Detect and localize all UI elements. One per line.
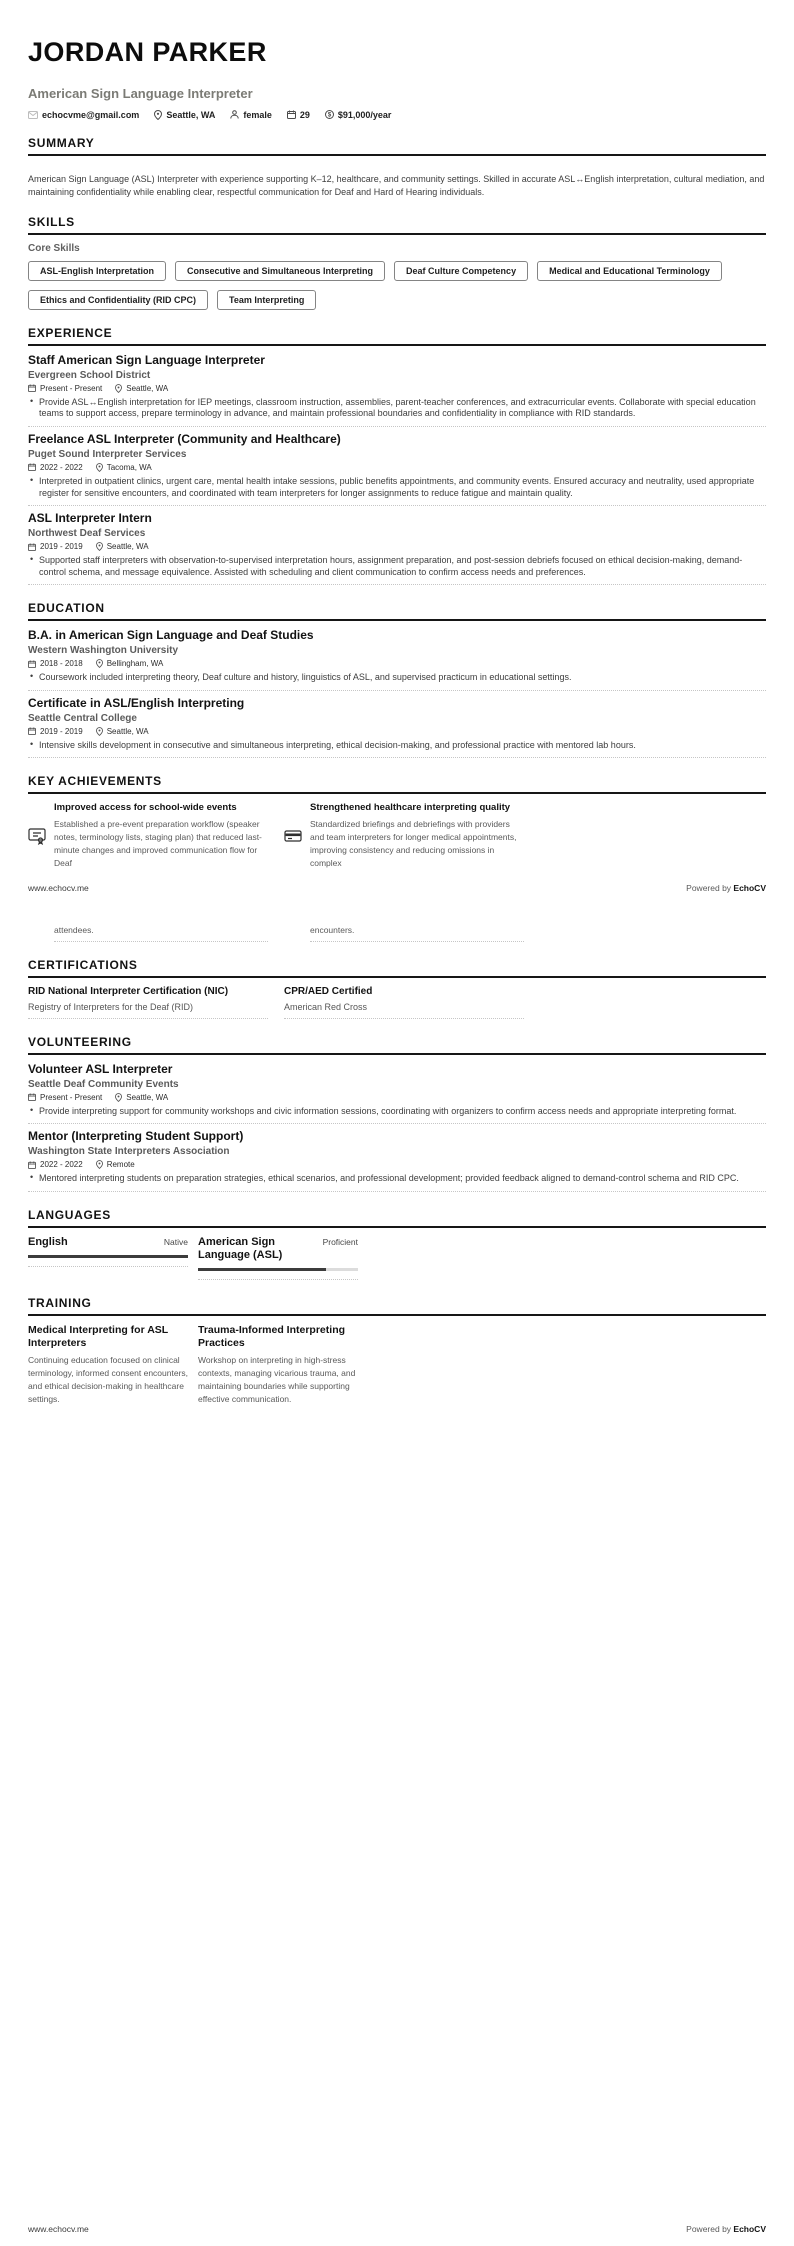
section-certifications bbox=[28, 958, 766, 1019]
skills-group-label: Core Skills bbox=[28, 242, 80, 254]
separator bbox=[198, 1279, 358, 1280]
entry-meta bbox=[28, 384, 766, 393]
certification-issuer: Registry of Interpreters for the Deaf (RID) bbox=[28, 1002, 268, 1019]
section-key-achievements bbox=[28, 774, 766, 869]
training-description: Continuing education focused on clinical terminology, informed consent encounters, and ethical decision-making in healthcare settings. bbox=[28, 1355, 189, 1404]
training-item bbox=[28, 1324, 188, 1405]
calendar-icon bbox=[28, 384, 36, 392]
footer-site-link[interactable]: www.echocv.me bbox=[28, 2224, 89, 2234]
entry-dates: Present - Present bbox=[28, 384, 102, 393]
calendar-icon bbox=[28, 1093, 36, 1101]
entry-dates: 2018 - 2018 bbox=[28, 659, 83, 668]
contact-location-text: Seattle, WA bbox=[166, 109, 216, 120]
volunteering-bullet: • Provide interpreting support for community workshops and civic information sessions, coordinating with organizers to confirm access needs and appropriate interpreting format. bbox=[28, 1106, 766, 1118]
experience-entry bbox=[28, 512, 766, 585]
experience-entry bbox=[28, 433, 766, 506]
achievement-title: Strengthened healthcare interpreting quality bbox=[310, 802, 511, 814]
language-level: Native bbox=[163, 1236, 188, 1247]
achievement-body: Standardized briefings and debriefings with providers and team interpreters for longer medical appointments, improving consistency and reducing omissions in complex bbox=[310, 819, 517, 868]
contact-location bbox=[154, 110, 215, 120]
section-training bbox=[28, 1296, 766, 1405]
language-name: English bbox=[28, 1235, 68, 1248]
footer-powered: Powered by EchoCV bbox=[686, 2224, 766, 2234]
resume-header bbox=[28, 38, 766, 120]
section-education bbox=[28, 601, 766, 758]
entry-meta bbox=[28, 659, 766, 668]
skill-pill: Deaf Culture Competency bbox=[394, 261, 528, 281]
education-entry bbox=[28, 697, 766, 758]
languages-grid bbox=[28, 1236, 766, 1280]
achievement-body: Established a pre-event preparation workflow (speaker notes, terminology lists, staging plan) that reduced last-minute changes and improved communication flow for Deaf bbox=[54, 819, 262, 868]
calendar-icon bbox=[28, 727, 36, 735]
card-icon bbox=[284, 802, 302, 869]
location-icon bbox=[96, 542, 103, 551]
volunteering-entry bbox=[28, 1130, 766, 1191]
skill-pill: Team Interpreting bbox=[217, 290, 316, 310]
echocv-brand[interactable]: EchoCV bbox=[733, 883, 766, 894]
footer-site-link[interactable]: www.echocv.me bbox=[28, 883, 89, 894]
section-experience bbox=[28, 326, 766, 586]
skill-pill: Consecutive and Simultaneous Interpreting bbox=[175, 261, 385, 281]
contact-age bbox=[287, 110, 310, 120]
echocv-brand[interactable]: EchoCV bbox=[733, 2224, 766, 2234]
certification-name: CPR/AED Certified bbox=[284, 986, 373, 998]
footer-powered: Powered by EchoCV bbox=[686, 883, 766, 894]
candidate-name: JORDAN PARKER bbox=[28, 37, 267, 68]
section-summary bbox=[28, 136, 766, 199]
education-entry bbox=[28, 629, 766, 690]
skill-pill: Ethics and Confidentiality (RID CPC) bbox=[28, 290, 208, 310]
entry-dates: 2022 - 2022 bbox=[28, 463, 83, 472]
entry-dates: Present - Present bbox=[28, 1093, 102, 1102]
contact-age-text: 29 bbox=[299, 109, 310, 120]
entry-dates: 2022 - 2022 bbox=[28, 1160, 83, 1169]
company-name: Puget Sound Interpreter Services bbox=[28, 448, 187, 460]
education-heading: EDUCATION bbox=[28, 601, 766, 621]
svg-text:$: $ bbox=[327, 112, 332, 119]
contact-salary-text: $91,000/year bbox=[337, 109, 392, 120]
language-item bbox=[28, 1236, 188, 1280]
location-icon bbox=[96, 659, 103, 668]
language-proficiency-fill bbox=[198, 1268, 326, 1271]
calendar-icon bbox=[28, 463, 36, 471]
achievement-title: Improved access for school-wide events bbox=[54, 802, 237, 814]
contact-email-text: echocvme@gmail.com bbox=[42, 109, 140, 120]
job-bullet: • Supported staff interpreters with observation-to-supervised interpretation hours, assignment preparation, and post-session debriefs focused on ethical decision-making, demand-control schema, and message equivalence. Assisted with scheduling and client communication to confirm access needs and preferences. bbox=[28, 555, 766, 578]
contact-row bbox=[28, 110, 766, 120]
entry-location: Seattle, WA bbox=[96, 727, 149, 736]
certification-item bbox=[28, 986, 268, 1019]
certifications-heading: CERTIFICATIONS bbox=[28, 958, 766, 978]
training-title: Medical Interpreting for ASL Interpreters bbox=[28, 1324, 169, 1350]
entry-location: Seattle, WA bbox=[115, 1093, 168, 1102]
email-icon bbox=[28, 111, 38, 119]
organization-name: Seattle Deaf Community Events bbox=[28, 1078, 179, 1090]
contact-gender-text: female bbox=[243, 109, 272, 120]
job-title: ASL Interpreter Intern bbox=[28, 511, 152, 526]
entry-location: Tacoma, WA bbox=[96, 463, 152, 472]
section-skills bbox=[28, 215, 766, 310]
language-name: American Sign Language (ASL) bbox=[198, 1235, 283, 1261]
location-icon bbox=[96, 727, 103, 736]
entry-dates: 2019 - 2019 bbox=[28, 727, 83, 736]
volunteer-role: Volunteer ASL Interpreter bbox=[28, 1061, 173, 1076]
achievement-continuation-text: attendees. bbox=[54, 925, 268, 942]
training-title: Trauma-Informed Interpreting Practices bbox=[198, 1324, 346, 1350]
location-icon bbox=[96, 1160, 103, 1169]
contact-salary bbox=[325, 110, 392, 120]
training-grid bbox=[28, 1324, 766, 1405]
entry-location: Bellingham, WA bbox=[96, 659, 164, 668]
entry-meta bbox=[28, 542, 766, 551]
calendar-icon bbox=[28, 1161, 36, 1169]
achievement-continuation-cell bbox=[28, 925, 268, 942]
job-bullet: • Interpreted in outpatient clinics, urgent care, mental health intake sessions, public benefits appointments, and community events. Ensured accuracy and neutrality, used appropriate register for sensitive encounters, and coordinated with team interpreters for longer assignments to reduce fatigue and maintain quality. bbox=[28, 476, 766, 499]
certification-issuer: American Red Cross bbox=[284, 1002, 524, 1019]
organization-name: Washington State Interpreters Association bbox=[28, 1146, 230, 1158]
skill-pill: ASL-English Interpretation bbox=[28, 261, 166, 281]
entry-meta bbox=[28, 463, 766, 472]
separator bbox=[28, 1266, 188, 1267]
page2-footer bbox=[28, 2224, 766, 2234]
job-title: Staff American Sign Language Interpreter bbox=[28, 352, 265, 367]
contact-email[interactable] bbox=[28, 110, 139, 120]
job-title: Freelance ASL Interpreter (Community and Healthcare) bbox=[28, 432, 341, 447]
certification-name: RID National Interpreter Certification (NIC) bbox=[28, 986, 229, 998]
training-description: Workshop on interpreting in high-stress contexts, managing vicarious trauma, and maintaining boundaries while supporting effective communication. bbox=[198, 1355, 356, 1404]
education-bullet: • Coursework included interpreting theory, Deaf culture and history, linguistics of ASL, and supervised practicum in educational settings. bbox=[28, 672, 766, 684]
language-proficiency-bar bbox=[198, 1268, 358, 1271]
section-languages bbox=[28, 1208, 766, 1280]
calendar-icon bbox=[28, 660, 36, 668]
section-volunteering bbox=[28, 1035, 766, 1192]
degree-title: B.A. in American Sign Language and Deaf Studies bbox=[28, 628, 314, 643]
language-level: Proficient bbox=[322, 1236, 358, 1247]
achievements-heading: KEY ACHIEVEMENTS bbox=[28, 774, 766, 794]
training-item bbox=[198, 1324, 358, 1405]
training-heading: TRAINING bbox=[28, 1296, 766, 1316]
location-icon bbox=[115, 384, 122, 393]
page1-footer bbox=[28, 883, 766, 893]
summary-text: American Sign Language (ASL) Interpreter with experience supporting K–12, healthcare, and community settings. Skilled in accurate ASL↔English interpretation, cultural mediation, and maintaining confidentiality while enabling clear, respectful communication for Deaf and Hard of Hearing individuals. bbox=[28, 173, 765, 197]
certifications-grid bbox=[28, 986, 766, 1019]
entry-location: Seattle, WA bbox=[115, 384, 168, 393]
achievement-item bbox=[28, 802, 268, 869]
achievement-continuation-cell bbox=[284, 925, 524, 942]
skills-heading: SKILLS bbox=[28, 215, 766, 235]
language-item bbox=[198, 1236, 358, 1280]
experience-entry bbox=[28, 354, 766, 427]
volunteering-entry bbox=[28, 1063, 766, 1124]
language-proficiency-bar bbox=[28, 1255, 188, 1258]
entry-location: Seattle, WA bbox=[96, 542, 149, 551]
skills-pill-list bbox=[28, 261, 766, 310]
school-name: Western Washington University bbox=[28, 645, 179, 657]
languages-heading: LANGUAGES bbox=[28, 1208, 766, 1228]
calendar-icon bbox=[28, 543, 36, 551]
job-bullet: • Provide ASL↔English interpretation for IEP meetings, classroom instruction, assemblies, parent-teacher conferences, and extracurricular events. Collaborate with special education teams to support access, prepare terminology in advance, and maintain professional boundaries and confidentiality in compliance with RID standards. bbox=[28, 397, 766, 420]
entry-location: Remote bbox=[96, 1160, 135, 1169]
location-icon bbox=[96, 463, 103, 472]
entry-meta bbox=[28, 1160, 766, 1169]
achievements-grid bbox=[28, 802, 766, 869]
company-name: Northwest Deaf Services bbox=[28, 528, 146, 540]
contact-gender bbox=[230, 110, 272, 120]
language-proficiency-fill bbox=[28, 1255, 188, 1258]
certification-item bbox=[284, 986, 524, 1019]
achievements-continuation bbox=[28, 925, 766, 942]
salary-icon bbox=[325, 110, 334, 119]
calendar-icon bbox=[287, 110, 296, 119]
degree-title: Certificate in ASL/English Interpreting bbox=[28, 695, 245, 710]
summary-heading: SUMMARY bbox=[28, 136, 766, 156]
skill-pill: Medical and Educational Terminology bbox=[537, 261, 722, 281]
company-name: Evergreen School District bbox=[28, 369, 151, 381]
volunteering-heading: VOLUNTEERING bbox=[28, 1035, 766, 1055]
volunteer-role: Mentor (Interpreting Student Support) bbox=[28, 1129, 244, 1144]
location-icon bbox=[154, 110, 162, 120]
location-icon bbox=[115, 1093, 122, 1102]
experience-heading: EXPERIENCE bbox=[28, 326, 766, 346]
certificate-icon bbox=[28, 802, 46, 869]
candidate-job-title: American Sign Language Interpreter bbox=[28, 85, 253, 101]
entry-dates: 2019 - 2019 bbox=[28, 542, 83, 551]
person-icon bbox=[230, 110, 239, 119]
entry-meta bbox=[28, 1093, 766, 1102]
volunteering-bullet: • Mentored interpreting students on preparation strategies, ethical scenarios, and professional development; provided feedback aligned to demand-control schema and RID CPC. bbox=[28, 1173, 766, 1185]
school-name: Seattle Central College bbox=[28, 712, 137, 724]
achievement-continuation-text: encounters. bbox=[310, 925, 524, 942]
entry-meta bbox=[28, 727, 766, 736]
education-bullet: • Intensive skills development in consecutive and simultaneous interpreting, ethical decision-making, and professional practice with mentored lab hours. bbox=[28, 740, 766, 752]
achievement-item bbox=[284, 802, 524, 869]
